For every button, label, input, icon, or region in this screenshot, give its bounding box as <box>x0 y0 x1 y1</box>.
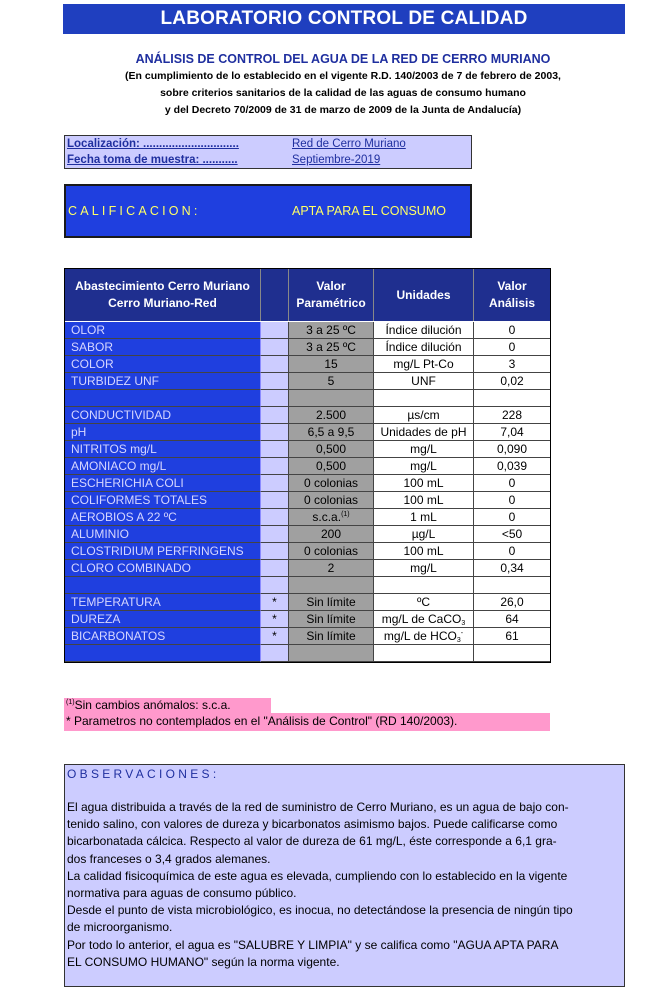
unit: mg/L <box>374 458 474 475</box>
note-mark <box>261 339 289 356</box>
observations-title: OBSERVACIONES: <box>67 767 220 781</box>
parameter-name <box>65 390 261 407</box>
legal-line-3: y del Decreto 70/2009 de 31 de marzo de 2009 de la Junta de Andalucía) <box>164 104 522 116</box>
analysis-value: <50 <box>474 526 550 543</box>
footnote-asterisk: * Parametros no contemplados en el "Análisis de Control" (RD 140/2003). <box>64 713 550 731</box>
note-mark: * <box>261 628 289 645</box>
table-row <box>65 458 550 475</box>
parameter-name: COLIFORMES TOTALES <box>65 492 261 509</box>
note-mark <box>261 390 289 407</box>
table-row <box>65 628 550 645</box>
classification-label: CALIFICACION: <box>68 204 201 218</box>
note-mark <box>261 526 289 543</box>
note-mark <box>261 509 289 526</box>
parametric-value <box>289 645 374 662</box>
parameter-name: DUREZA <box>65 611 261 628</box>
parametric-value: 6,5 a 9,5 <box>289 424 374 441</box>
parameter-name: AMONIACO mg/L <box>65 458 261 475</box>
analysis-value: 0 <box>474 492 550 509</box>
unit: Unidades de pH <box>374 424 474 441</box>
table-spacer-row <box>65 645 550 662</box>
unit: UNF <box>374 373 474 390</box>
table-row <box>65 543 550 560</box>
note-mark <box>261 475 289 492</box>
unit <box>374 645 474 662</box>
sample-date-value: Septiembre-2019 <box>292 154 381 166</box>
note-mark <box>261 441 289 458</box>
note-mark <box>261 560 289 577</box>
report-title: LABORATORIO CONTROL DE CALIDAD <box>63 4 625 34</box>
unit: mg/L Pt-Co <box>374 356 474 373</box>
note-mark <box>261 577 289 594</box>
note-mark <box>261 645 289 662</box>
unit: 1 mL <box>374 509 474 526</box>
parametric-value: 5 <box>289 373 374 390</box>
parametric-value: 3 a 25 ºC <box>289 339 374 356</box>
unit: 100 mL <box>374 492 474 509</box>
note-mark <box>261 424 289 441</box>
location-value: Red de Cerro Muriano <box>292 138 406 150</box>
unit: 100 mL <box>374 475 474 492</box>
parametric-value <box>289 390 374 407</box>
analysis-value: 61 <box>474 628 550 645</box>
legal-line-2: sobre criterios sanitarios de la calidad de las aguas de consumo humano <box>160 87 526 99</box>
table-row <box>65 475 550 492</box>
parameter-name <box>65 645 261 662</box>
note-mark <box>261 492 289 509</box>
table-row <box>65 492 550 509</box>
observations-paragraph: El agua distribuida a través de la red de suministro de Cerro Muriano, es un agua de bajo con- tenido salino, con valores de dureza y bicarbonatos asimismo bajos. Puede calificarse como bicarbonatada cálcica. Respecto al valor de dureza de 61 mg/L, éste corresponde a 6,1 gra- dos franceses o 3,4 grados alemanes. La calidad fisicoquímica de este agua es elevada, cumpliendo con lo establecido en la vigente normativa para aguas de consumo público. Desde el punto de vista microbiológico, es inocua, no detectándose la presencia de ningún tipo de microorganismo. Por todo lo anterior, el agua es "SALUBRE Y LIMPIA" y se califica como "AGUA APTA PARA EL CONSUMO HUMANO" según la norma vigente. <box>67 800 573 969</box>
table-row <box>65 560 550 577</box>
analysis-value: 0 <box>474 339 550 356</box>
analysis-value <box>474 577 550 594</box>
table-row <box>65 356 550 373</box>
header-units: Unidades <box>374 269 474 321</box>
header-supply: Abastecimiento Cerro Muriano Cerro Muriano-Red <box>65 269 261 321</box>
parametric-value: 0 colonias <box>289 475 374 492</box>
sample-date-label: Fecha toma de muestra: ........... <box>67 154 238 166</box>
parametric-value: 0 colonias <box>289 543 374 560</box>
analysis-value: 0 <box>474 509 550 526</box>
parametric-value: 200 <box>289 526 374 543</box>
location-label: Localización: .............................. <box>67 138 239 150</box>
parametric-value <box>289 577 374 594</box>
parameter-name <box>65 577 261 594</box>
unit: µg/L <box>374 526 474 543</box>
parameter-name: TURBIDEZ UNF <box>65 373 261 390</box>
unit: µs/cm <box>374 407 474 424</box>
parameter-name: ESCHERICHIA COLI <box>65 475 261 492</box>
analysis-value: 64 <box>474 611 550 628</box>
table-row <box>65 441 550 458</box>
parameter-name: CLOSTRIDIUM PERFRINGENS <box>65 543 261 560</box>
note-mark: * <box>261 594 289 611</box>
parameter-name: SABOR <box>65 339 261 356</box>
table-row <box>65 594 550 611</box>
header-analysis-value: Valor Análisis <box>474 269 550 321</box>
parametric-value: 0,500 <box>289 441 374 458</box>
unit: mg/L <box>374 441 474 458</box>
analysis-value: 26,0 <box>474 594 550 611</box>
analysis-value <box>474 390 550 407</box>
analysis-value <box>474 645 550 662</box>
parametric-value: 3 a 25 ºC <box>289 322 374 339</box>
note-mark <box>261 373 289 390</box>
note-mark <box>261 407 289 424</box>
unit: Índice dilución <box>374 322 474 339</box>
observations-box <box>64 764 625 987</box>
parametric-value: s.c.a.$^{(1)}$ <box>289 509 374 526</box>
unit: Índice dilución <box>374 339 474 356</box>
parameter-name: ALUMINIO <box>65 526 261 543</box>
parametric-value: 2 <box>289 560 374 577</box>
analysis-value: 0 <box>474 543 550 560</box>
classification-value: APTA PARA EL CONSUMO <box>292 204 446 218</box>
note-mark <box>261 356 289 373</box>
note-mark <box>261 322 289 339</box>
analysis-subtitle: ANÁLISIS DE CONTROL DEL AGUA DE LA RED DE CERRO MURIANO <box>135 52 551 66</box>
header-parametric-value: Valor Paramétrico <box>289 269 374 321</box>
table-row <box>65 424 550 441</box>
table-row <box>65 322 550 339</box>
table-row <box>65 526 550 543</box>
parameter-name: AEROBIOS A 22 ºC <box>65 509 261 526</box>
parameter-name: TEMPERATURA <box>65 594 261 611</box>
footnote-sca: $^{(1)}$Sin cambios anómalos: s.c.a. <box>64 698 271 713</box>
analysis-value: 0,02 <box>474 373 550 390</box>
parametric-value: Sin límite <box>289 594 374 611</box>
table-row <box>65 373 550 390</box>
analysis-value: 228 <box>474 407 550 424</box>
analysis-value: 0,34 <box>474 560 550 577</box>
table-spacer-row <box>65 577 550 594</box>
note-mark <box>261 458 289 475</box>
analysis-value: 7,04 <box>474 424 550 441</box>
unit: mg/L de $HCO_3^-$ <box>374 628 474 645</box>
parameter-name: CONDUCTIVIDAD <box>65 407 261 424</box>
header-mark <box>261 269 289 321</box>
analysis-value: 0 <box>474 475 550 492</box>
parametric-value: 2.500 <box>289 407 374 424</box>
unit <box>374 577 474 594</box>
table-row <box>65 611 550 628</box>
results-table <box>64 268 551 663</box>
parametric-value: 0,500 <box>289 458 374 475</box>
parameter-name: BICARBONATOS <box>65 628 261 645</box>
parameter-name: CLORO COMBINADO <box>65 560 261 577</box>
analysis-value: 3 <box>474 356 550 373</box>
note-mark: * <box>261 611 289 628</box>
parametric-value: Sin límite <box>289 611 374 628</box>
sample-info-box <box>64 135 472 169</box>
unit <box>374 390 474 407</box>
parametric-value: 0 colonias <box>289 492 374 509</box>
unit: mg/L <box>374 560 474 577</box>
analysis-value: 0,090 <box>474 441 550 458</box>
unit: 100 mL <box>374 543 474 560</box>
unit: mg/L de CaCO$_3$ <box>374 611 474 628</box>
table-spacer-row <box>65 390 550 407</box>
unit: ºC <box>374 594 474 611</box>
parametric-value: Sin límite <box>289 628 374 645</box>
parametric-value: 15 <box>289 356 374 373</box>
parameter-name: COLOR <box>65 356 261 373</box>
parameter-name: pH <box>65 424 261 441</box>
parameter-name: OLOR <box>65 322 261 339</box>
analysis-value: 0 <box>474 322 550 339</box>
note-mark <box>261 543 289 560</box>
table-row <box>65 407 550 424</box>
analysis-value: 0,039 <box>474 458 550 475</box>
parameter-name: NITRITOS mg/L <box>65 441 261 458</box>
table-row <box>65 509 550 526</box>
table-row <box>65 339 550 356</box>
legal-line-1: (En cumplimiento de lo establecido en el vigente R.D. 140/2003 de 7 de febrero de 2003, <box>125 70 561 82</box>
classification-box <box>64 184 472 238</box>
